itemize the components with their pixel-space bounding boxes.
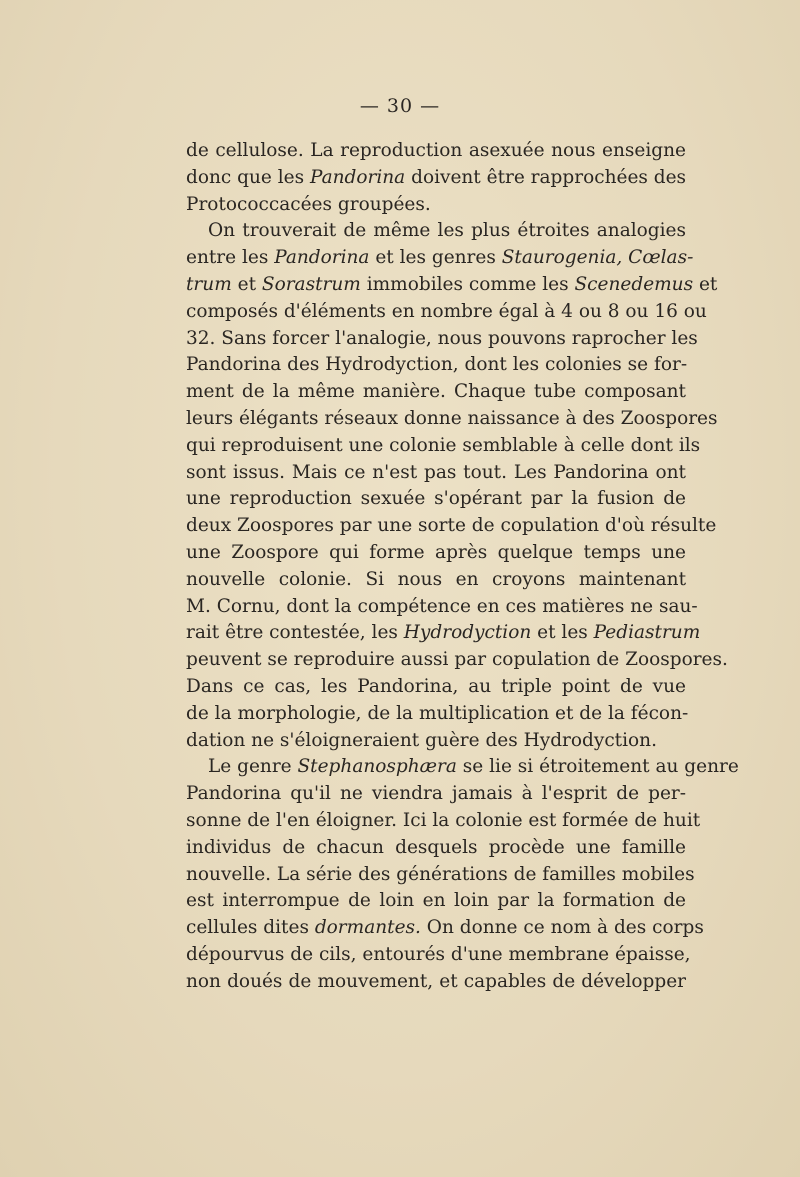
- text-segment: donc que les: [186, 166, 310, 188]
- italic-term: Pandorina: [309, 166, 406, 188]
- italic-term: Sorastrum: [261, 273, 361, 295]
- text-line: [186, 754, 739, 781]
- text-line: [186, 192, 686, 219]
- text-segment: et: [231, 273, 262, 295]
- text-line: [186, 299, 707, 326]
- text-segment: non doués de mouvement, et capables de développer: [186, 970, 686, 992]
- text-line: [186, 888, 686, 915]
- text-segment: nouvelle. La série des générations de familles mobiles: [186, 863, 695, 885]
- text-line: [186, 781, 686, 808]
- text-segment: leurs élégants réseaux donne naissance à des Zoospores: [186, 407, 718, 429]
- italic-term: Scenedemus: [574, 273, 694, 295]
- text-segment: Le genre: [208, 756, 298, 778]
- italic-term: trum: [186, 273, 232, 295]
- text-line: [186, 620, 701, 647]
- text-segment: se lie si étroitement au genre: [456, 756, 739, 778]
- text-segment: dépourvus de cils, entourés d'une membrane épaisse,: [186, 943, 691, 965]
- italic-term: Hydrodyction: [403, 622, 532, 644]
- text-line: [186, 272, 718, 299]
- text-segment: composés d'éléments en nombre égal à 4 ou 8 ou 16 ou: [186, 300, 707, 322]
- italic-term: Pandorina: [274, 247, 370, 269]
- text-segment: peuvent se reproduire aussi par copulation de Zoospores.: [186, 649, 728, 671]
- text-line: [186, 460, 686, 487]
- text-line: [186, 379, 686, 406]
- text-segment: On donne ce nom à des corps: [420, 917, 704, 939]
- text-segment: et: [693, 273, 718, 295]
- text-segment: On trouverait de même les plus étroites analogies: [208, 220, 686, 242]
- text-line: [186, 326, 698, 353]
- text-line: [186, 969, 686, 996]
- text-segment: M. Cornu, dont la compétence en ces matières ne sau-: [186, 595, 698, 617]
- body-text: [186, 138, 739, 996]
- text-line: [186, 513, 717, 540]
- text-segment: ment de la même manière. Chaque tube composant: [186, 381, 686, 403]
- text-line: [186, 352, 686, 379]
- text-segment: cellules dites: [186, 917, 315, 939]
- text-line: [186, 674, 686, 701]
- text-segment: rait être contestée, les: [186, 622, 404, 644]
- text-segment: Dans ce cas, les Pandorina, au triple point de vue: [186, 675, 686, 697]
- text-line: [186, 728, 686, 755]
- text-line: [186, 567, 686, 594]
- text-line: [186, 808, 701, 835]
- italic-term: dormantes.: [314, 917, 421, 939]
- text-line: [186, 540, 686, 567]
- text-line: [186, 138, 686, 165]
- text-line: [186, 942, 691, 969]
- text-line: [186, 165, 686, 192]
- text-line: [186, 594, 698, 621]
- text-line: [186, 218, 686, 245]
- text-segment: entre les: [186, 247, 275, 269]
- text-segment: qui reproduisent une colonie semblable à celle dont ils: [186, 434, 701, 456]
- italic-term: Staurogenia, Cœlas-: [501, 247, 694, 269]
- text-line: [186, 835, 686, 862]
- text-line: [186, 486, 686, 513]
- text-line: [186, 406, 718, 433]
- text-segment: et les genres: [369, 247, 502, 269]
- italic-term: Stephanosphæra: [297, 756, 457, 778]
- text-segment: individus de chacun desquels procède une famille: [186, 836, 686, 858]
- text-line: [186, 433, 701, 460]
- text-segment: de cellulose. La reproduction asexuée nous enseigne: [186, 140, 686, 161]
- text-line: [186, 647, 728, 674]
- text-line: [186, 245, 694, 272]
- text-segment: de la morphologie, de la multiplication et de la fécon-: [186, 702, 689, 724]
- text-segment: sonne de l'en éloigner. Ici la colonie est formée de huit: [186, 809, 701, 831]
- text-segment: est interrompue de loin en loin par la formation de: [186, 890, 686, 912]
- italic-term: Pediastrum: [593, 622, 701, 644]
- text-segment: 32. Sans forcer l'analogie, nous pouvons raprocher les: [186, 327, 698, 349]
- text-segment: une reproduction sexuée s'opérant par la fusion de: [186, 488, 686, 510]
- text-line: [186, 701, 689, 728]
- text-segment: immobiles comme les: [360, 273, 575, 295]
- page-number: — 30 —: [359, 95, 441, 117]
- text-segment: et les: [531, 622, 594, 644]
- text-line: [186, 915, 704, 942]
- text-segment: une Zoospore qui forme après quelque temps une: [186, 541, 686, 563]
- text-segment: Protococcacées groupées.: [186, 193, 431, 215]
- text-segment: deux Zoospores par une sorte de copulation d'où résulte: [186, 515, 717, 537]
- text-segment: dation ne s'éloigneraient guère des Hydrodyction.: [186, 729, 657, 751]
- text-segment: nouvelle colonie. Si nous en croyons maintenant: [186, 568, 686, 590]
- text-segment: sont issus. Mais ce n'est pas tout. Les Pandorina ont: [186, 461, 686, 483]
- text-segment: doivent être rapprochées des: [405, 166, 687, 188]
- text-segment: Pandorina qu'il ne viendra jamais à l'esprit de per-: [186, 783, 686, 805]
- text-line: [186, 862, 695, 889]
- text-segment: Pandorina des Hydrodyction, dont les colonies se for-: [186, 354, 688, 376]
